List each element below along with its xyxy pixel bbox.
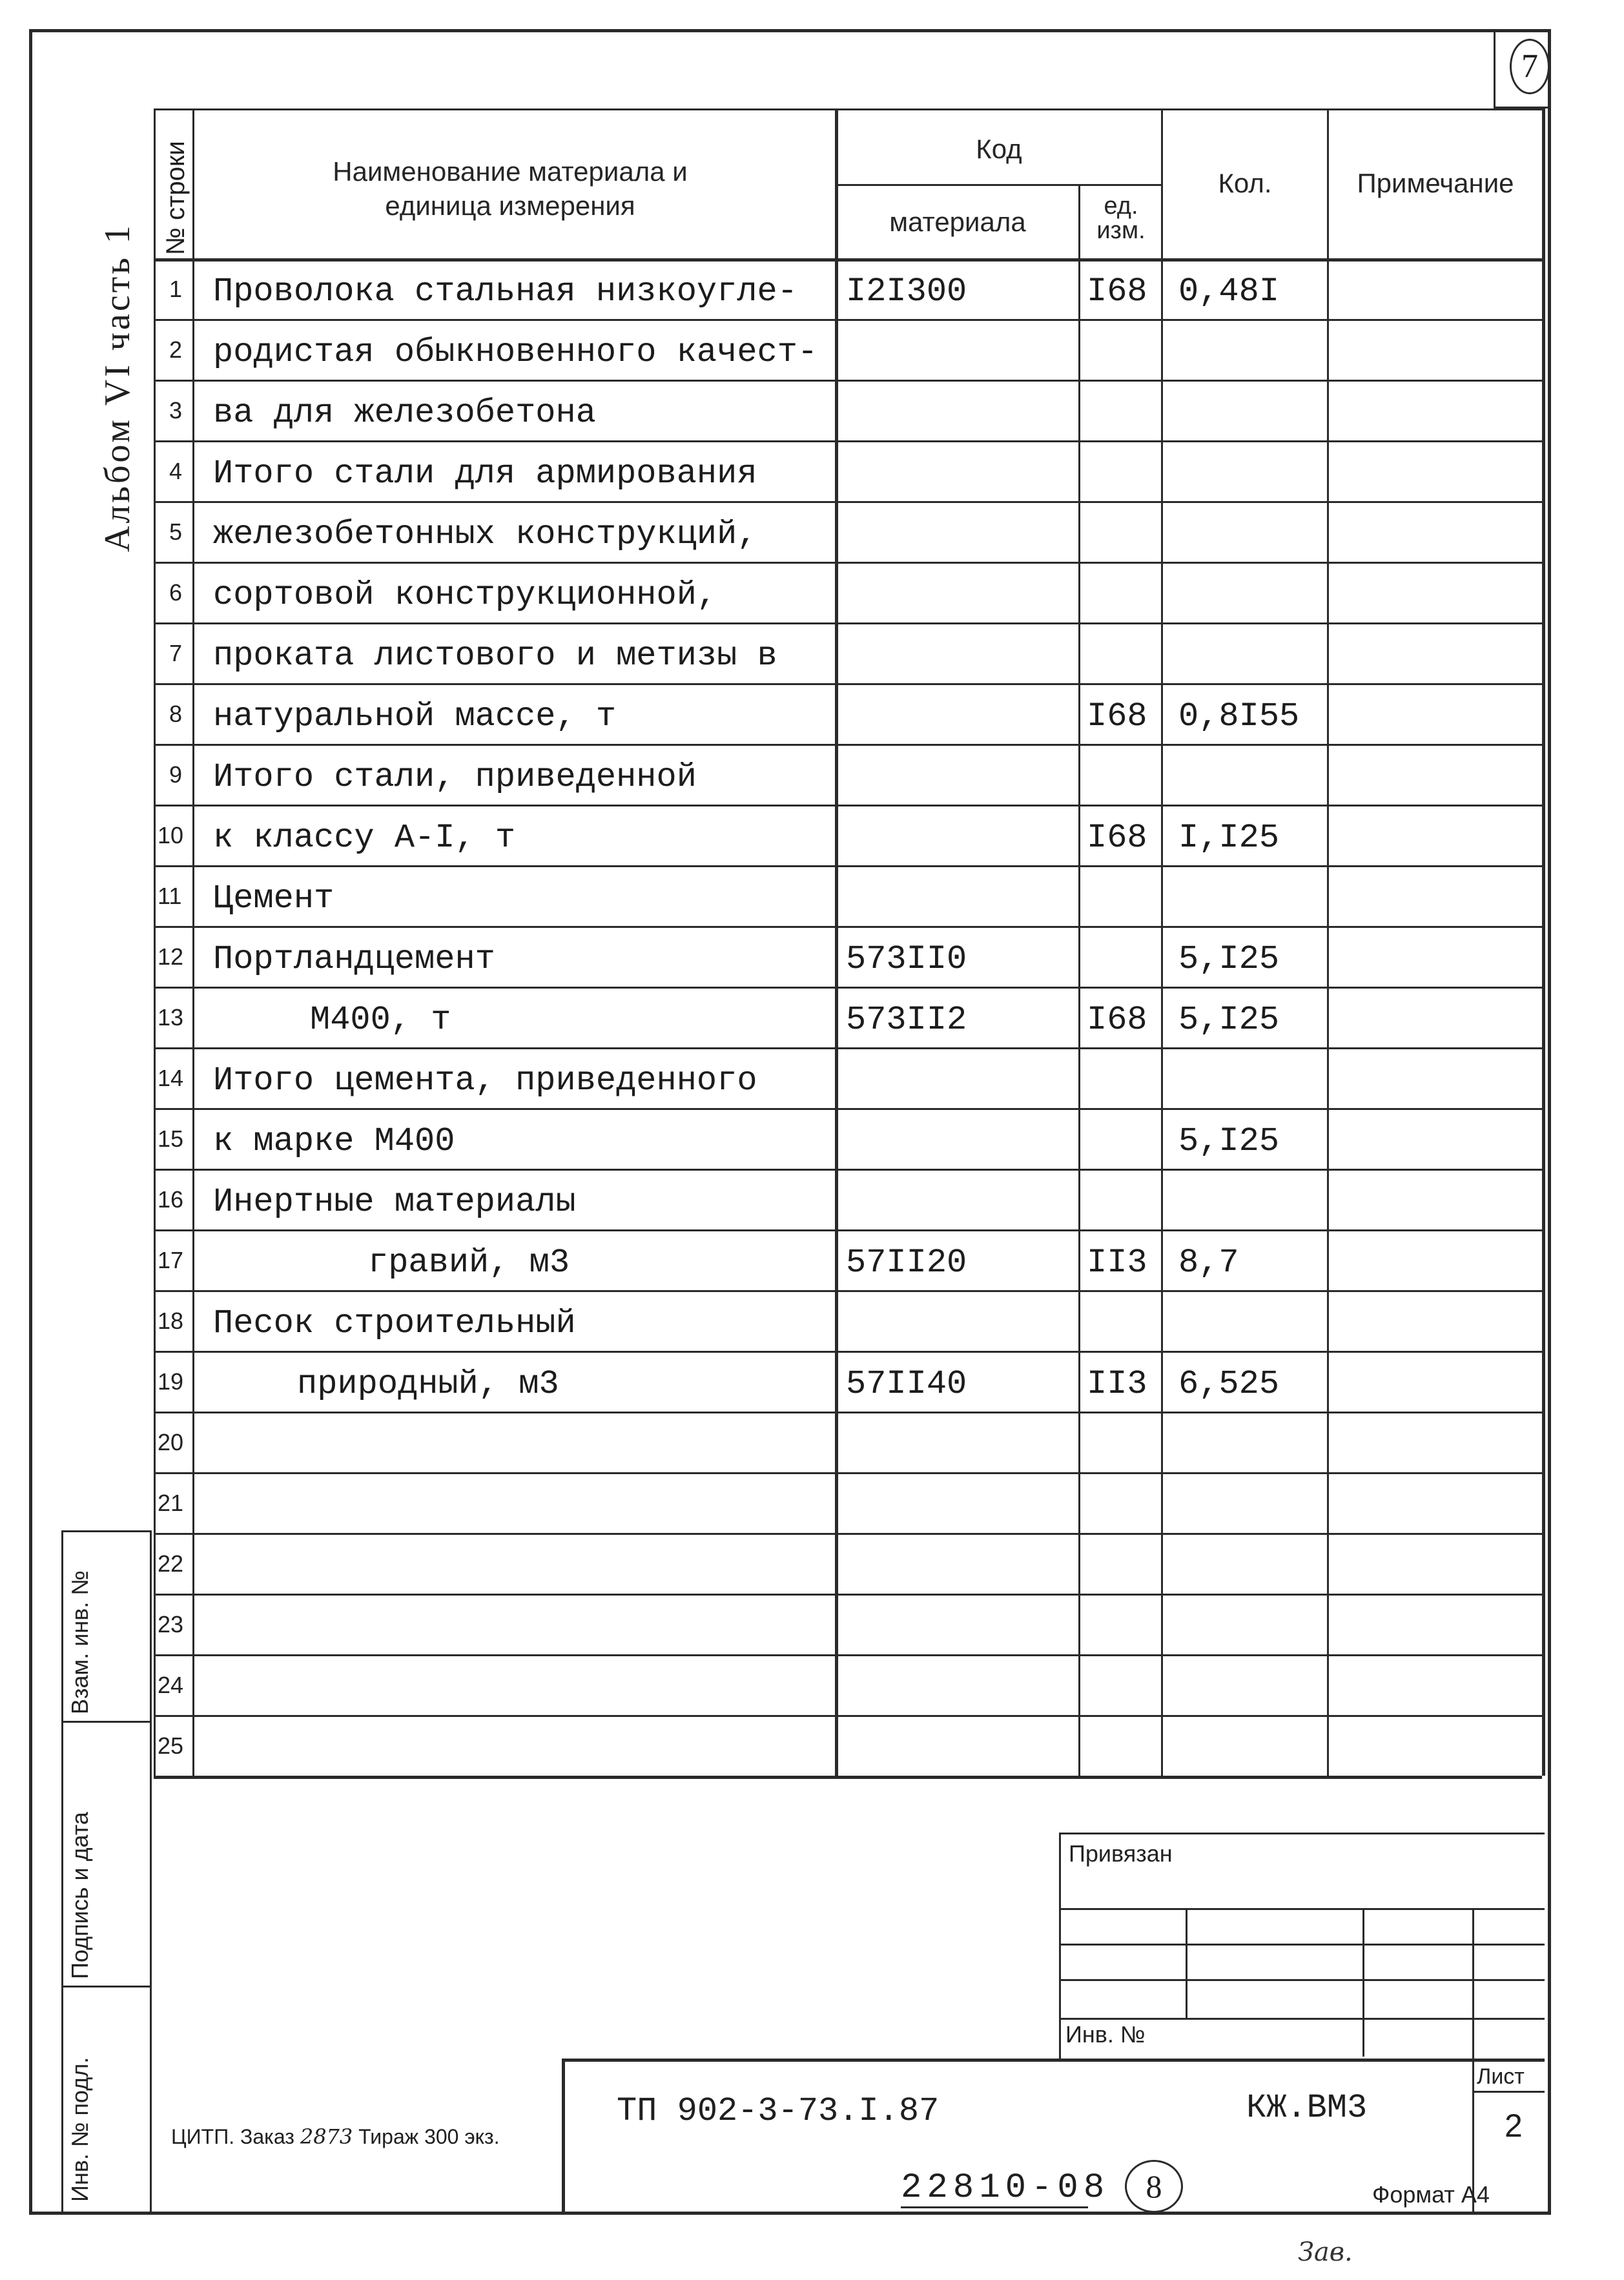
row-number: 2 <box>169 336 183 363</box>
row-name: к марке М400 <box>213 1122 455 1160</box>
code-subheader-line <box>835 184 1161 186</box>
row-quantity: 8,7 <box>1178 1244 1239 1282</box>
row-separator <box>154 865 1542 867</box>
row-number: 9 <box>169 761 183 788</box>
row-separator <box>154 319 1542 321</box>
unit-col-line <box>1078 184 1080 1776</box>
side-stamp-line <box>61 1530 63 2212</box>
row-number: 8 <box>169 701 183 727</box>
stamp-number-underline <box>901 2206 1088 2208</box>
stamp-top-line <box>562 2059 1545 2062</box>
header-material: материала <box>889 207 1026 237</box>
album-label: Альбом VI часть 1 <box>98 223 138 552</box>
row-number: 1 <box>169 276 183 302</box>
row-separator <box>154 1654 1542 1656</box>
row-name: Портландцемент <box>213 940 495 978</box>
row-separator <box>154 744 1542 746</box>
row-separator <box>154 683 1542 685</box>
row-material-code: 57II40 <box>846 1365 967 1403</box>
row-quantity: 6,525 <box>1178 1365 1280 1403</box>
row-number: 21 <box>158 1490 184 1516</box>
row-separator <box>154 440 1542 442</box>
row-material-code: 573II0 <box>846 940 967 978</box>
row-number: 22 <box>158 1550 184 1577</box>
row-separator <box>154 562 1542 564</box>
row-number: 18 <box>158 1308 184 1334</box>
row-separator <box>154 380 1542 382</box>
title-block-line <box>1059 1833 1545 1834</box>
row-name: Итого стали для армирования <box>213 455 757 493</box>
side-label-podpis: Подпись и дата <box>67 1812 93 1979</box>
row-separator <box>154 987 1542 989</box>
row-number: 14 <box>158 1065 184 1091</box>
sheet-label: Лист <box>1477 2064 1525 2089</box>
row-separator <box>154 1412 1542 1413</box>
table-bottom-line <box>154 1776 1542 1779</box>
row-number: 24 <box>158 1672 184 1698</box>
note-col-line <box>1327 108 1329 1776</box>
page-number: 7 <box>1521 48 1538 85</box>
row-number: 16 <box>158 1186 184 1213</box>
row-name: натуральной массе, т <box>213 697 617 735</box>
bottom-circle-number: 8 <box>1146 2168 1162 2204</box>
row-number: 20 <box>158 1429 184 1455</box>
sheet-number: 2 <box>1505 2108 1523 2144</box>
side-stamp-line <box>61 1986 152 1987</box>
privyazan-label: Привязан <box>1069 1840 1173 1867</box>
row-number: 7 <box>169 640 183 666</box>
row-number: 13 <box>158 1004 184 1031</box>
signature: Зав. <box>1298 2237 1353 2267</box>
row-name: ва для железобетона <box>213 394 596 432</box>
row-name: Инертные материалы <box>213 1183 576 1221</box>
row-name: М400, т <box>310 1001 451 1039</box>
title-block-line <box>1059 1833 1061 2059</box>
row-quantity: I,I25 <box>1178 819 1280 857</box>
title-block-line <box>1186 1908 1187 2018</box>
row-quantity: 5,I25 <box>1178 1122 1280 1160</box>
row-separator <box>154 1169 1542 1171</box>
stamp-number: 22810-08 <box>901 2168 1110 2208</box>
title-block-line <box>1362 1908 1364 2057</box>
row-quantity: 5,I25 <box>1178 940 1280 978</box>
row-separator <box>154 501 1542 503</box>
row-name: Цемент <box>213 879 334 918</box>
row-unit-code: I68 <box>1087 697 1147 735</box>
row-name: к классу А-I, т <box>213 819 516 857</box>
row-name: природный, м3 <box>297 1365 559 1403</box>
row-number: 4 <box>169 458 183 484</box>
row-separator <box>154 805 1542 806</box>
code-col-line <box>835 108 838 1776</box>
row-material-code: 573II2 <box>846 1001 967 1039</box>
row-number: 10 <box>158 822 184 848</box>
table-right-line <box>1542 108 1545 1776</box>
side-stamp-line <box>150 1530 152 2212</box>
header-code: Код <box>976 134 1022 164</box>
row-name: проката листового и метизы в <box>213 637 777 675</box>
bottom-circle <box>1125 2160 1183 2213</box>
row-number: 3 <box>169 397 183 424</box>
format-label: Формат А4 <box>1372 2181 1490 2208</box>
row-separator <box>154 1594 1542 1596</box>
row-number: 25 <box>158 1732 184 1759</box>
row-number: 6 <box>169 579 183 606</box>
header-qty: Кол. <box>1218 168 1272 198</box>
row-name: родистая обыкновенного качест- <box>213 333 818 371</box>
row-number: 11 <box>158 883 182 909</box>
row-name: Песок строительный <box>213 1304 576 1342</box>
row-separator <box>154 1108 1542 1110</box>
side-label-inv-podl: Инв. № подл. <box>67 2057 93 2202</box>
row-unit-code: I68 <box>1087 819 1147 857</box>
header-unit: ед. изм. <box>1096 192 1146 244</box>
row-separator <box>154 926 1542 928</box>
rownum-col-line <box>192 108 194 1776</box>
row-separator <box>154 1472 1542 1474</box>
order-info: ЦИТП. Заказ 2873 Тираж 300 экз. <box>171 2124 500 2149</box>
stamp-left-line <box>562 2059 565 2215</box>
row-unit-code: II3 <box>1087 1244 1147 1282</box>
row-unit-code: I68 <box>1087 272 1147 311</box>
row-number: 5 <box>169 519 183 545</box>
qty-col-line <box>1161 108 1163 1776</box>
row-material-code: 57II20 <box>846 1244 967 1282</box>
side-stamp-line <box>61 1530 152 1532</box>
row-name: железобетонных конструкций, <box>213 515 757 553</box>
header-note: Примечание <box>1357 168 1514 198</box>
sheet-label-line <box>1472 2091 1545 2093</box>
row-material-code: I2I300 <box>846 272 967 311</box>
row-name: сортовой конструкционной, <box>213 576 717 614</box>
row-name: Итого цемента, приведенного <box>213 1062 757 1100</box>
page-number-circle <box>1510 39 1550 94</box>
row-name: Итого стали, приведенной <box>213 758 697 796</box>
row-number: 19 <box>158 1368 184 1395</box>
row-number: 17 <box>158 1247 184 1273</box>
row-unit-code: II3 <box>1087 1365 1147 1403</box>
row-quantity: 0,8I55 <box>1178 697 1300 735</box>
table-top-line <box>154 108 1542 110</box>
row-separator <box>154 622 1542 624</box>
side-stamp-line <box>61 1721 152 1723</box>
doc-code: ТП 902-3-73.I.87 <box>617 2092 940 2130</box>
inv-no-label: Инв. № <box>1065 2021 1146 2048</box>
row-number: 15 <box>158 1125 184 1152</box>
row-number: 23 <box>158 1611 184 1638</box>
row-quantity: 0,48I <box>1178 272 1280 311</box>
row-name: Проволока стальная низкоугле- <box>213 272 797 311</box>
row-quantity: 5,I25 <box>1178 1001 1280 1039</box>
header-bottom-line <box>154 258 1542 262</box>
row-separator <box>154 1229 1542 1231</box>
side-label-vzam: Взам. инв. № <box>67 1570 93 1714</box>
row-number: 12 <box>158 943 184 970</box>
row-separator <box>154 1715 1542 1717</box>
row-separator <box>154 1290 1542 1292</box>
header-name: Наименование материала и единица измерения <box>333 156 688 221</box>
table-left-line <box>154 108 156 1776</box>
doc-mark: КЖ.ВМ3 <box>1246 2089 1368 2127</box>
row-separator <box>154 1351 1542 1353</box>
header-row-no: № строки <box>161 141 190 255</box>
row-separator <box>154 1533 1542 1535</box>
row-unit-code: I68 <box>1087 1001 1147 1039</box>
page-box-line <box>1494 29 1496 107</box>
row-separator <box>154 1047 1542 1049</box>
row-name: гравий, м3 <box>368 1244 570 1282</box>
